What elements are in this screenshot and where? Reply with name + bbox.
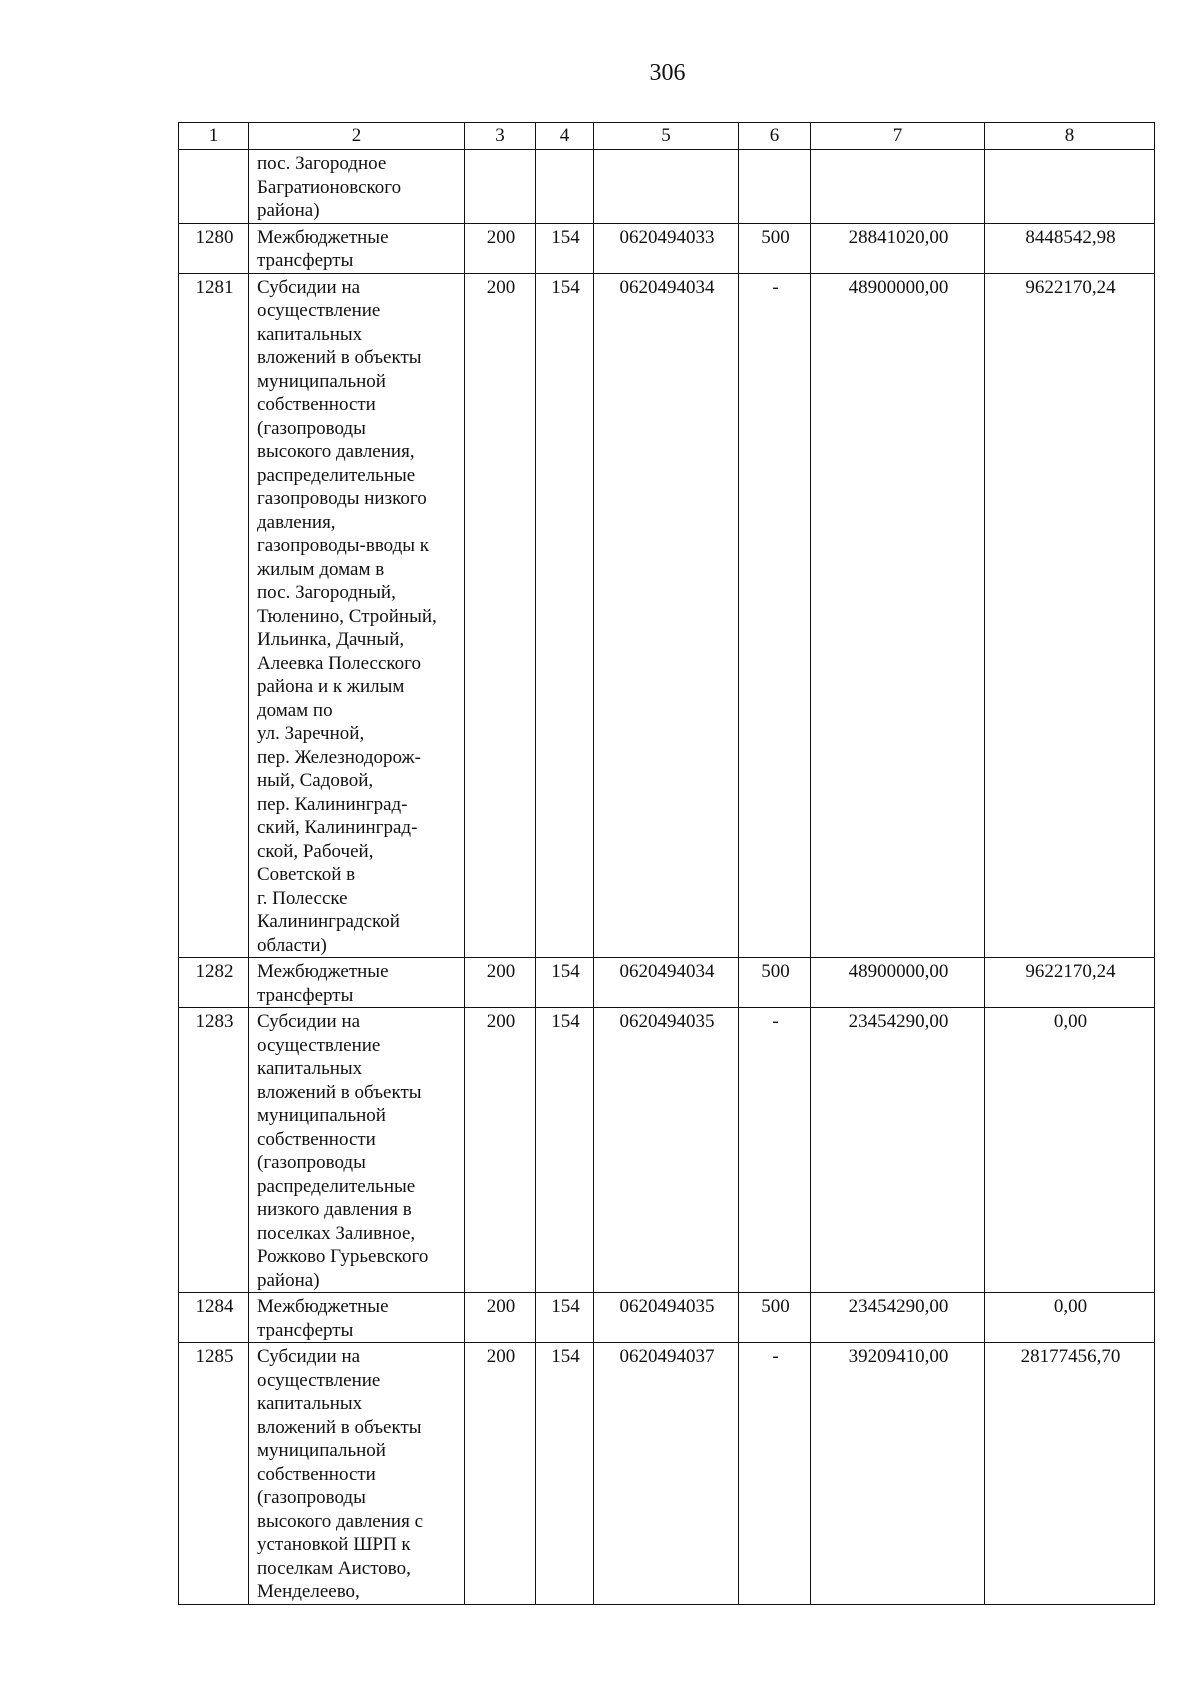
- header-col-7: 7: [811, 123, 985, 150]
- row-description: пос. Загородное Багратионовского района): [249, 150, 465, 224]
- row-col-5: 0620494035: [594, 1008, 739, 1293]
- header-col-6: 6: [739, 123, 811, 150]
- row-col-4: [536, 150, 594, 224]
- row-col-5: 0620494033: [594, 223, 739, 273]
- row-col-8: 28177456,70: [985, 1343, 1155, 1605]
- row-col-6: -: [739, 1343, 811, 1605]
- table-row: [179, 1343, 1155, 1605]
- row-col-7: 48900000,00: [811, 273, 985, 958]
- row-col-4: 154: [536, 273, 594, 958]
- budget-table: [178, 122, 1155, 1605]
- row-col-7: 28841020,00: [811, 223, 985, 273]
- row-col-5: [594, 150, 739, 224]
- row-number: 1280: [179, 223, 249, 273]
- header-col-5: 5: [594, 123, 739, 150]
- row-col-7: 23454290,00: [811, 1008, 985, 1293]
- row-description: Субсидии на осуществление капитальных вложений в объекты муниципальной собственности (газопроводы высокого давления, распределительные газопроводы низкого давления, газопроводы-вводы к жилым домам в пос. Загородный, Тюленино, Стройный, Ильинка, Дачный, Алеевка Полесского района и к жилым домам по ул. Заречной, пер. Железнодорож- ный, Садовой, пер. Калининград- ский, Калининград- ской, Рабочей, Советской в г. Полесске Калининградской области): [249, 273, 465, 958]
- row-col-4: 154: [536, 1343, 594, 1605]
- row-col-6: -: [739, 273, 811, 958]
- row-col-4: 154: [536, 1008, 594, 1293]
- table-row: [179, 1008, 1155, 1293]
- row-col-4: 154: [536, 223, 594, 273]
- row-col-3: 200: [465, 1008, 536, 1293]
- row-col-5: 0620494037: [594, 1343, 739, 1605]
- row-col-7: [811, 150, 985, 224]
- row-col-8: 9622170,24: [985, 958, 1155, 1008]
- row-col-3: [465, 150, 536, 224]
- header-col-2: 2: [249, 123, 465, 150]
- row-col-5: 0620494034: [594, 273, 739, 958]
- row-description: Межбюджетные трансферты: [249, 958, 465, 1008]
- row-number: 1285: [179, 1343, 249, 1605]
- row-col-6: 500: [739, 1293, 811, 1343]
- row-description: Субсидии на осуществление капитальных вложений в объекты муниципальной собственности (газопроводы распределительные низкого давления в поселках Заливное, Рожково Гурьевского района): [249, 1008, 465, 1293]
- row-col-3: 200: [465, 1343, 536, 1605]
- row-col-3: 200: [465, 958, 536, 1008]
- table-row: [179, 958, 1155, 1008]
- row-col-6: 500: [739, 223, 811, 273]
- row-col-5: 0620494035: [594, 1293, 739, 1343]
- header-col-1: 1: [179, 123, 249, 150]
- row-col-3: 200: [465, 1293, 536, 1343]
- row-col-6: [739, 150, 811, 224]
- row-number: 1284: [179, 1293, 249, 1343]
- row-description: Межбюджетные трансферты: [249, 223, 465, 273]
- table-row: [179, 273, 1155, 958]
- row-col-8: 0,00: [985, 1008, 1155, 1293]
- header-row: [179, 123, 1155, 150]
- row-number: [179, 150, 249, 224]
- row-description: Межбюджетные трансферты: [249, 1293, 465, 1343]
- header-col-8: 8: [985, 123, 1155, 150]
- table-row: [179, 223, 1155, 273]
- row-col-8: 0,00: [985, 1293, 1155, 1343]
- row-col-8: [985, 150, 1155, 224]
- page-number: 306: [649, 60, 686, 86]
- row-number: 1282: [179, 958, 249, 1008]
- header-col-3: 3: [465, 123, 536, 150]
- row-col-8: 9622170,24: [985, 273, 1155, 958]
- table-row: [179, 150, 1155, 224]
- row-col-7: 39209410,00: [811, 1343, 985, 1605]
- row-description: Субсидии на осуществление капитальных вложений в объекты муниципальной собственности (газопроводы высокого давления с установкой ШРП к поселкам Аистово, Менделеево,: [249, 1343, 465, 1605]
- row-col-4: 154: [536, 958, 594, 1008]
- row-col-3: 200: [465, 223, 536, 273]
- row-number: 1283: [179, 1008, 249, 1293]
- row-col-6: -: [739, 1008, 811, 1293]
- row-col-3: 200: [465, 273, 536, 958]
- header-col-4: 4: [536, 123, 594, 150]
- row-col-5: 0620494034: [594, 958, 739, 1008]
- row-col-4: 154: [536, 1293, 594, 1343]
- row-col-7: 23454290,00: [811, 1293, 985, 1343]
- row-number: 1281: [179, 273, 249, 958]
- row-col-8: 8448542,98: [985, 223, 1155, 273]
- row-col-7: 48900000,00: [811, 958, 985, 1008]
- row-col-6: 500: [739, 958, 811, 1008]
- table-row: [179, 1293, 1155, 1343]
